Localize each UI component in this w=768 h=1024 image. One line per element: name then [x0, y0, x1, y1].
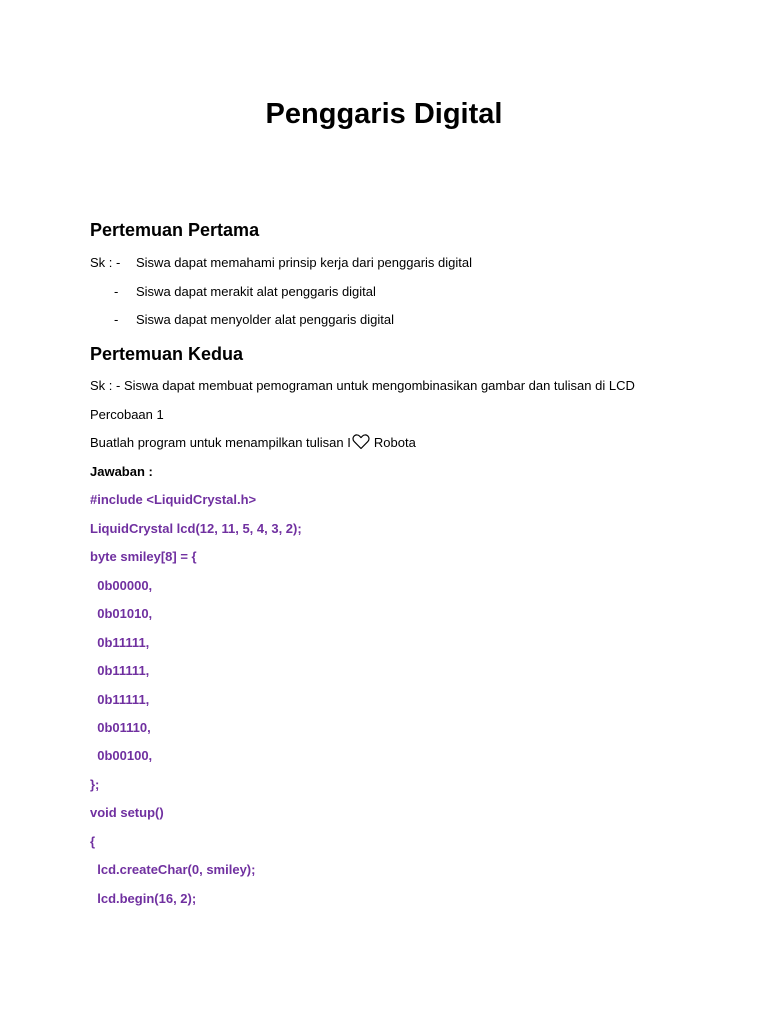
- sk-line-2: [114, 283, 376, 301]
- sk-line-3: [114, 311, 394, 329]
- code-line: };: [90, 777, 100, 792]
- sk-line-kedua: [90, 377, 635, 395]
- section-heading-pertemuan-pertama: Pertemuan Pertama: [90, 220, 260, 240]
- code-line: LiquidCrystal lcd(12, 11, 5, 4, 3, 2);: [90, 521, 302, 536]
- sk-item-3: Siswa dapat menyolder alat penggaris digital: [136, 312, 394, 327]
- code-line: 0b11111,: [90, 635, 150, 650]
- code-line: lcd.begin(16, 2);: [90, 891, 197, 906]
- section-heading-pertemuan-kedua: Pertemuan Kedua: [90, 344, 244, 364]
- percobaan-label: Percobaan 1: [90, 407, 164, 422]
- sk-label: Sk :: [90, 378, 113, 393]
- task-line: [90, 434, 416, 452]
- sk-kedua-text: - Siswa dapat membuat pemograman untuk mengombinasikan gambar dan tulisan di LCD: [116, 378, 635, 393]
- sk-item-2: Siswa dapat merakit alat penggaris digital: [136, 284, 376, 299]
- code-line: void setup(): [90, 805, 164, 820]
- code-line: 0b00100,: [90, 748, 153, 763]
- code-line: 0b11111,: [90, 692, 150, 707]
- document-title: Penggaris Digital: [265, 98, 503, 130]
- sk-line-1: [90, 254, 472, 272]
- task-text-before: Buatlah program untuk menampilkan tulisan I: [90, 435, 351, 450]
- code-line: 0b11111,: [90, 663, 150, 678]
- code-line: 0b01110,: [90, 720, 151, 735]
- task-text-after: Robota: [373, 435, 416, 450]
- code-line: {: [90, 834, 96, 849]
- heart-outline-icon: [352, 434, 370, 450]
- code-line: lcd.createChar(0, smiley);: [90, 862, 256, 877]
- code-line: 0b01010,: [90, 606, 153, 621]
- bullet-dash: -: [114, 312, 119, 327]
- code-line: 0b00000,: [90, 578, 153, 593]
- code-line: #include <LiquidCrystal.h>: [90, 492, 257, 507]
- sk-label: Sk : -: [90, 255, 121, 270]
- sk-item-1: Siswa dapat memahami prinsip kerja dari penggaris digital: [136, 255, 473, 270]
- code-line: byte smiley[8] = {: [90, 549, 197, 564]
- bullet-dash: -: [114, 284, 119, 299]
- jawaban-label: Jawaban :: [90, 464, 153, 479]
